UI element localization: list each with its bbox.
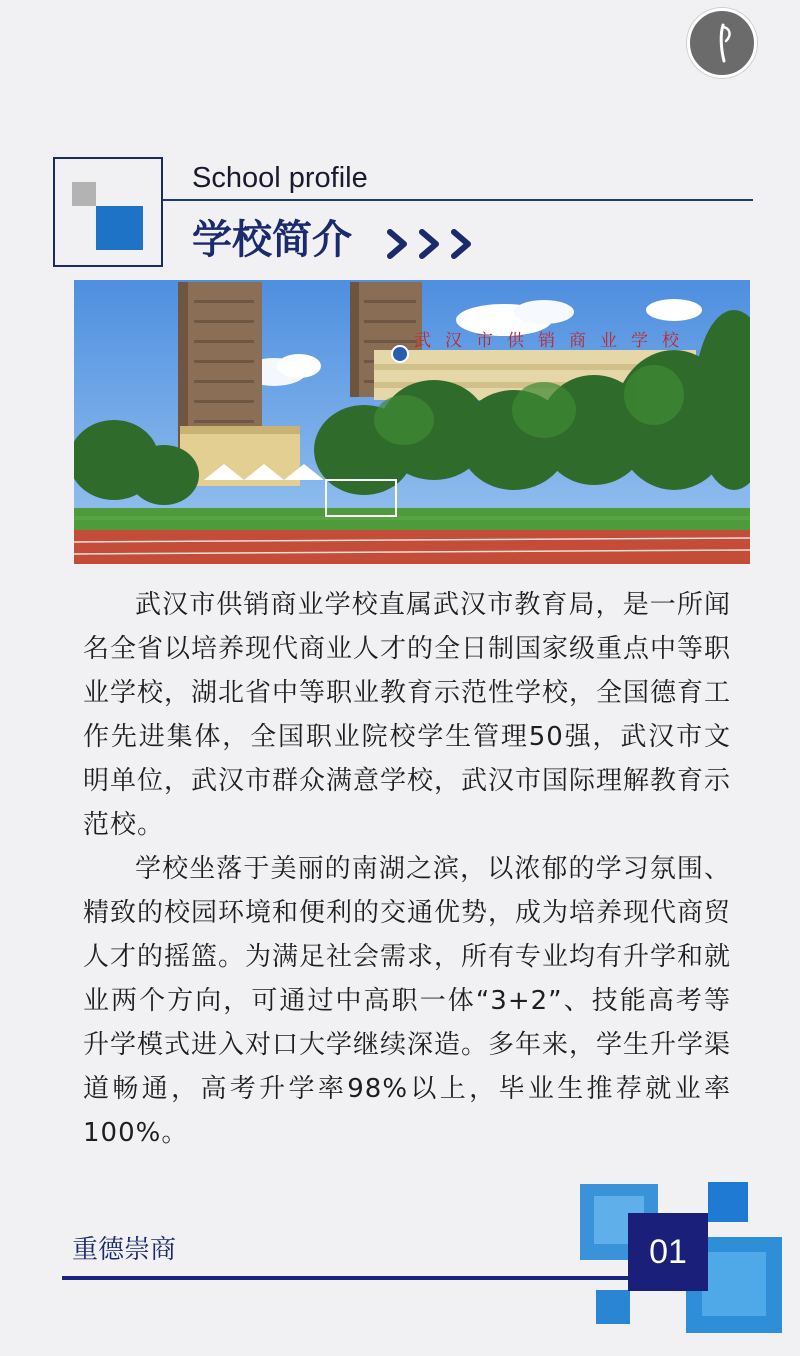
section-subtitle: School profile (192, 162, 368, 194)
campus-photo (74, 280, 750, 564)
section-title: 学校简介 (192, 217, 352, 263)
header-blue-square (96, 206, 143, 250)
music-note-icon (690, 11, 754, 75)
footer-square-decoration (596, 1290, 630, 1324)
header-gray-square (72, 182, 96, 206)
chevron-triple-right-icon (384, 226, 484, 266)
footer-square-decoration (708, 1182, 748, 1222)
music-toggle-button[interactable] (687, 8, 757, 78)
school-introduction (83, 583, 731, 1155)
footer-divider (62, 1276, 708, 1280)
footer-square-decoration (702, 1252, 766, 1316)
school-sign-text: 武汉市供销商业学校 (414, 331, 693, 351)
page-number-badge: 01 (628, 1213, 708, 1291)
intro-paragraph-2: 学校坐落于美丽的南湖之滨，以浓郁的学习氛围、精致的校园环境和便利的交通优势，成为培养现代商贸人才的摇篮。为满足社会需求，所有专业均有升学和就业两个方向，可通过中高职一体“3+2”、技能高考等升学模式进入对口大学继续深造。多年来，学生升学渠道畅通，高考升学率98%以上，毕业生推荐就业率100%。 (83, 854, 732, 1148)
header-divider (163, 199, 753, 201)
intro-paragraph-1: 武汉市供销商业学校直属武汉市教育局，是一所闻名全省以培养现代商业人才的全日制国家级重点中等职业学校，湖北省中等职业教育示范性学校，全国德育工作先进集体，全国职业院校学生管理50强，武汉市文明单位，武汉市群众满意学校，武汉市国际理解教育示范校。 (83, 590, 732, 840)
footer-motto: 重德崇商 (72, 1235, 177, 1265)
